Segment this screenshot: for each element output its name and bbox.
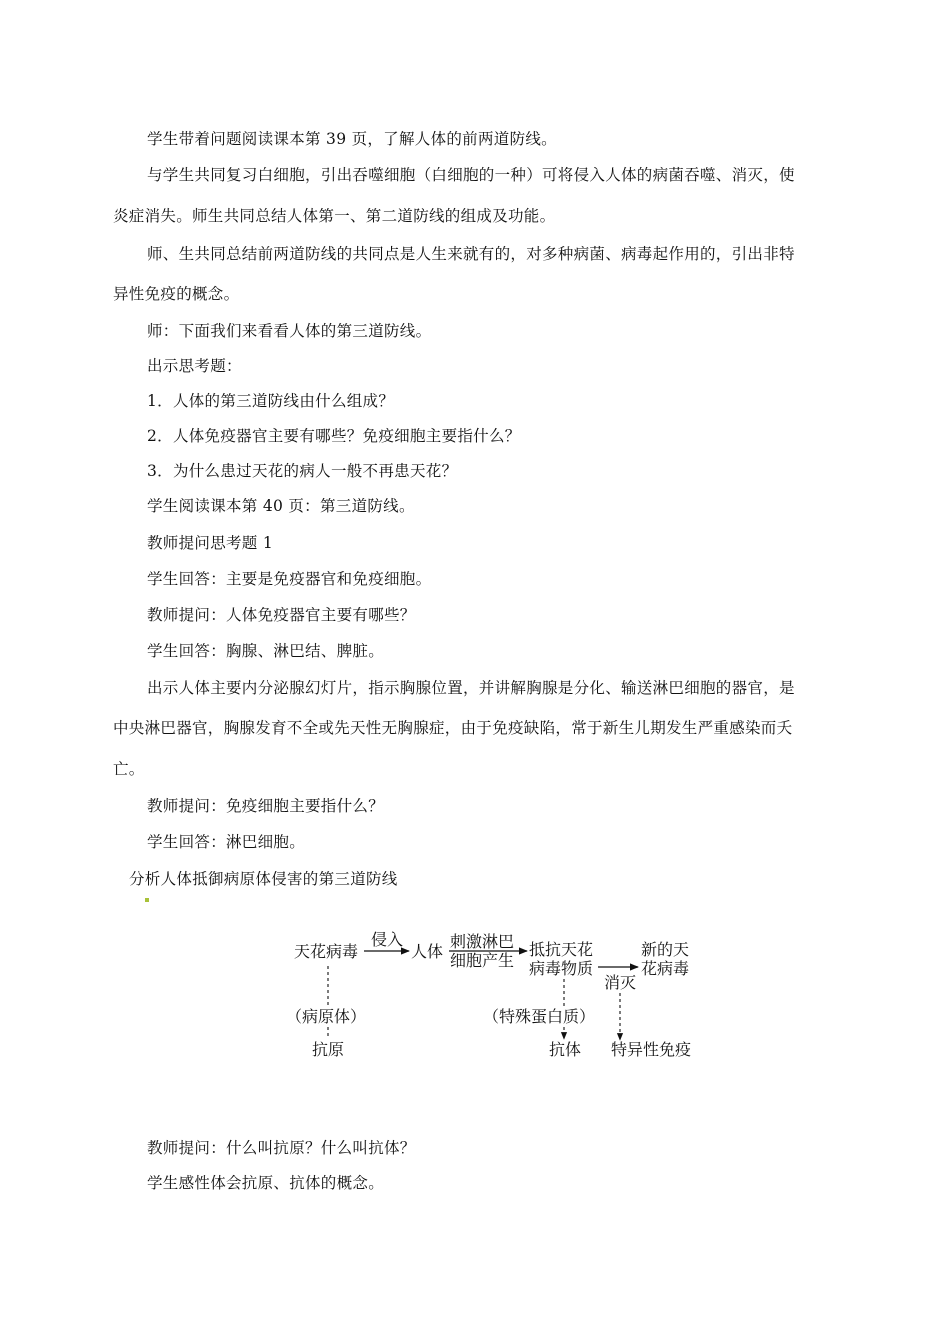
paragraph: 师、生共同总结前两道防线的共同点是人生来就有的，对多种病菌、病毒起作用的，引出非特	[147, 245, 795, 263]
paragraph: 学生带着问题阅读课本第 39 页，了解人体的前两道防线。	[147, 130, 557, 148]
paragraph: 中央淋巴器官，胸腺发育不全或先天性无胸腺症，由于免疫缺陷，常于新生儿期发生严重感染而夭	[113, 719, 793, 737]
node-antigen: 抗原	[312, 1040, 345, 1059]
label-stimulate-line1: 刺激淋巴	[450, 932, 515, 951]
paragraph: 学生感性体会抗原、抗体的概念。	[147, 1174, 385, 1192]
paragraph: 学生回答：淋巴细胞。	[147, 833, 306, 851]
diagram-caption: 分析人体抵御病原体侵害的第三道防线	[129, 870, 398, 888]
paragraph: 教师提问：人体免疫器官主要有哪些？	[147, 606, 416, 624]
paragraph: 学生阅读课本第 40 页：第三道防线。	[147, 497, 415, 515]
paragraph: 与学生共同复习白细胞，引出吞噬细胞（白细胞的一种）可将侵入人体的病菌吞噬、消灭，使	[147, 166, 795, 184]
label-invade: 侵入	[371, 930, 404, 949]
label-special-protein: （特殊蛋白质）	[483, 1007, 596, 1026]
paragraph: 师：下面我们来看看人体的第三道防线。	[147, 322, 432, 340]
label-destroy: 消灭	[604, 973, 637, 992]
paragraph: 学生回答：主要是免疫器官和免疫细胞。	[147, 570, 432, 588]
paragraph: 出示人体主要内分泌腺幻灯片，指示胸腺位置，并讲解胸腺是分化、输送淋巴细胞的器官，是	[147, 679, 795, 697]
node-resist-line1: 抵抗天花	[529, 940, 594, 959]
paragraph: 教师提问：免疫细胞主要指什么？	[147, 797, 385, 815]
question-item: 2．人体免疫器官主要有哪些？免疫细胞主要指什么？	[147, 427, 521, 445]
question-item: 3．为什么患过天花的病人一般不再患天花？	[147, 462, 458, 480]
paragraph: 出示思考题：	[147, 357, 242, 375]
node-smallpox-virus: 天花病毒	[294, 942, 359, 961]
question-item: 1．人体的第三道防线由什么组成？	[147, 392, 395, 410]
label-pathogen: （病原体）	[286, 1007, 367, 1026]
paragraph: 亡。	[113, 760, 145, 778]
paragraph: 教师提问思考题 1	[147, 534, 273, 552]
node-new-virus-line1: 新的天	[641, 940, 690, 959]
paragraph: 炎症消失。师生共同总结人体第一、第二道防线的组成及功能。	[113, 207, 556, 225]
node-human-body: 人体	[411, 942, 444, 961]
node-specific-immunity: 特异性免疫	[611, 1040, 692, 1059]
node-antibody: 抗体	[549, 1040, 582, 1059]
paragraph: 学生回答：胸腺、淋巴结、脾脏。	[147, 642, 385, 660]
label-stimulate-line2: 细胞产生	[450, 951, 515, 970]
paragraph: 教师提问：什么叫抗原？什么叫抗体？	[147, 1139, 416, 1157]
node-resist-line2: 病毒物质	[529, 959, 594, 978]
paragraph: 异性免疫的概念。	[113, 285, 240, 303]
node-new-virus-line2: 花病毒	[641, 959, 690, 978]
